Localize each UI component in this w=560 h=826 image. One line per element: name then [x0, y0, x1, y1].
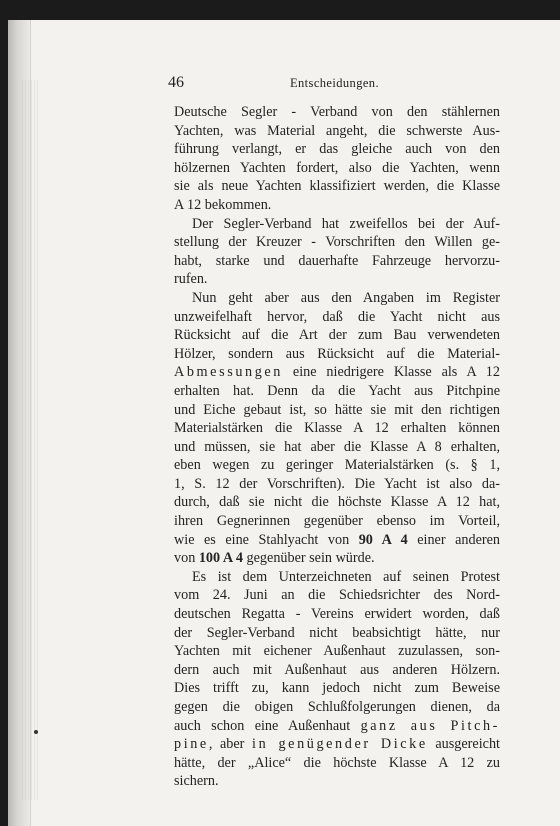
text-run: , aber — [208, 736, 253, 753]
body-text — [174, 103, 500, 791]
text-line: Dies trifft zu, kann jedoch nicht zum Beweise — [174, 680, 500, 697]
text-line: Yachten mit eichener Außenhaut zuzulassen, son- — [174, 643, 500, 660]
text-line: sie als neue Yachten klassifiziert werden, die Klasse — [174, 178, 500, 195]
text-line: führung verlangt, er das gleiche auch von den — [174, 141, 500, 158]
text-line: stellung der Kreuzer - Vorschriften den Willen ge- — [174, 234, 500, 251]
spaced-emphasis: pine — [174, 736, 209, 753]
text-run: auch schon eine Außenhaut — [174, 717, 361, 734]
text-line: Materialstärken die Klasse A 12 erhalten können — [174, 420, 500, 437]
text-line: hölzernen Yachten fordert, also die Yachten, wenn — [174, 159, 500, 176]
spaced-emphasis: Abmessungen — [174, 364, 283, 381]
text-line: und müssen, sie hat aber die Klasse A 8 erhalten, — [174, 438, 500, 455]
text-line: Nun geht aber aus den Angaben im Register — [192, 289, 500, 306]
text-line: der Segler-Verband nicht beabsichtigt hätte, nur — [174, 624, 500, 641]
text-line — [174, 717, 500, 736]
text-run: wie es eine Stahlyacht von — [174, 531, 359, 548]
text-line: gegen die obigen Schlußfolgerungen dienen, da — [174, 699, 500, 715]
bold-class-value: 100 A 4 — [198, 550, 243, 567]
text-line: Es ist dem Unterzeichneten auf seinen Protest — [192, 568, 500, 585]
text-line: Rücksicht auf die Art der zum Bau verwendeten — [174, 327, 500, 344]
text-line: unzweifelhaft hervor, daß die Yacht nicht aus — [174, 308, 500, 325]
text-line — [174, 363, 500, 382]
text-line: Yachten, was Material angeht, die schwerste Aus- — [174, 122, 500, 139]
text-line: hätte, der „Alice“ die höchste Klasse A 12 zu — [174, 754, 500, 771]
text-line: und Eiche gebaut ist, so hätte sie mit den richtigen — [174, 401, 500, 418]
bold-class-value: 90 A 4 — [358, 531, 408, 548]
spaced-emphasis: in genügender Dicke — [252, 736, 428, 753]
spaced-emphasis: ganz aus Pitch- — [360, 717, 500, 734]
text-line: dern auch mit Außenhaut aus anderen Hölzern. — [174, 661, 500, 678]
text-line: Der Segler-Verband hat zweifellos bei der Auf- — [192, 215, 500, 232]
text-line: eben wegen zu geringer Materialstärken (s. § 1, — [174, 457, 500, 474]
text-line: sichern. — [174, 773, 219, 790]
text-line: erhalten hat. Denn da die Yacht aus Pitchpine — [174, 382, 500, 399]
text-line: rufen. — [174, 271, 208, 288]
text-line: Hölzer, sondern aus Rücksicht auf die Material- — [174, 345, 500, 362]
text-line: ihren Gegnerinnen gegenüber ebenso im Vorteil, — [174, 513, 500, 530]
text-line — [174, 531, 500, 550]
text-line: 1, S. 12 der Vorschriften). Die Yacht ist also da- — [174, 475, 500, 492]
previous-pages-edge — [22, 80, 40, 800]
page-number: 46 — [168, 74, 184, 91]
text-run: ausgereicht — [427, 736, 500, 753]
text-line: durch, daß sie nicht die höchste Klasse A 12 hat, — [174, 494, 500, 511]
text-line: Deutsche Segler - Verband von den stählernen — [174, 104, 500, 120]
margin-ink-dot — [34, 730, 38, 734]
text-run: eine niedrigere Klasse als A 12 — [283, 364, 500, 381]
text-line: vom 24. Juni an die Schiedsrichter des Nord- — [174, 587, 500, 604]
page-header — [168, 74, 508, 94]
text-line — [174, 549, 500, 568]
text-run: einer anderen — [407, 531, 500, 548]
text-line: A 12 bekommen. — [174, 196, 272, 213]
text-run: gegenüber sein würde. — [242, 550, 375, 567]
text-line — [174, 735, 500, 754]
text-run: von — [174, 550, 199, 567]
running-title: Entscheidungen. — [290, 76, 379, 90]
text-line: deutschen Regatta - Vereins erwidert worden, daß — [174, 606, 500, 623]
text-line: habt, starke und dauerhafte Fahrzeuge hervorzu- — [174, 252, 500, 269]
